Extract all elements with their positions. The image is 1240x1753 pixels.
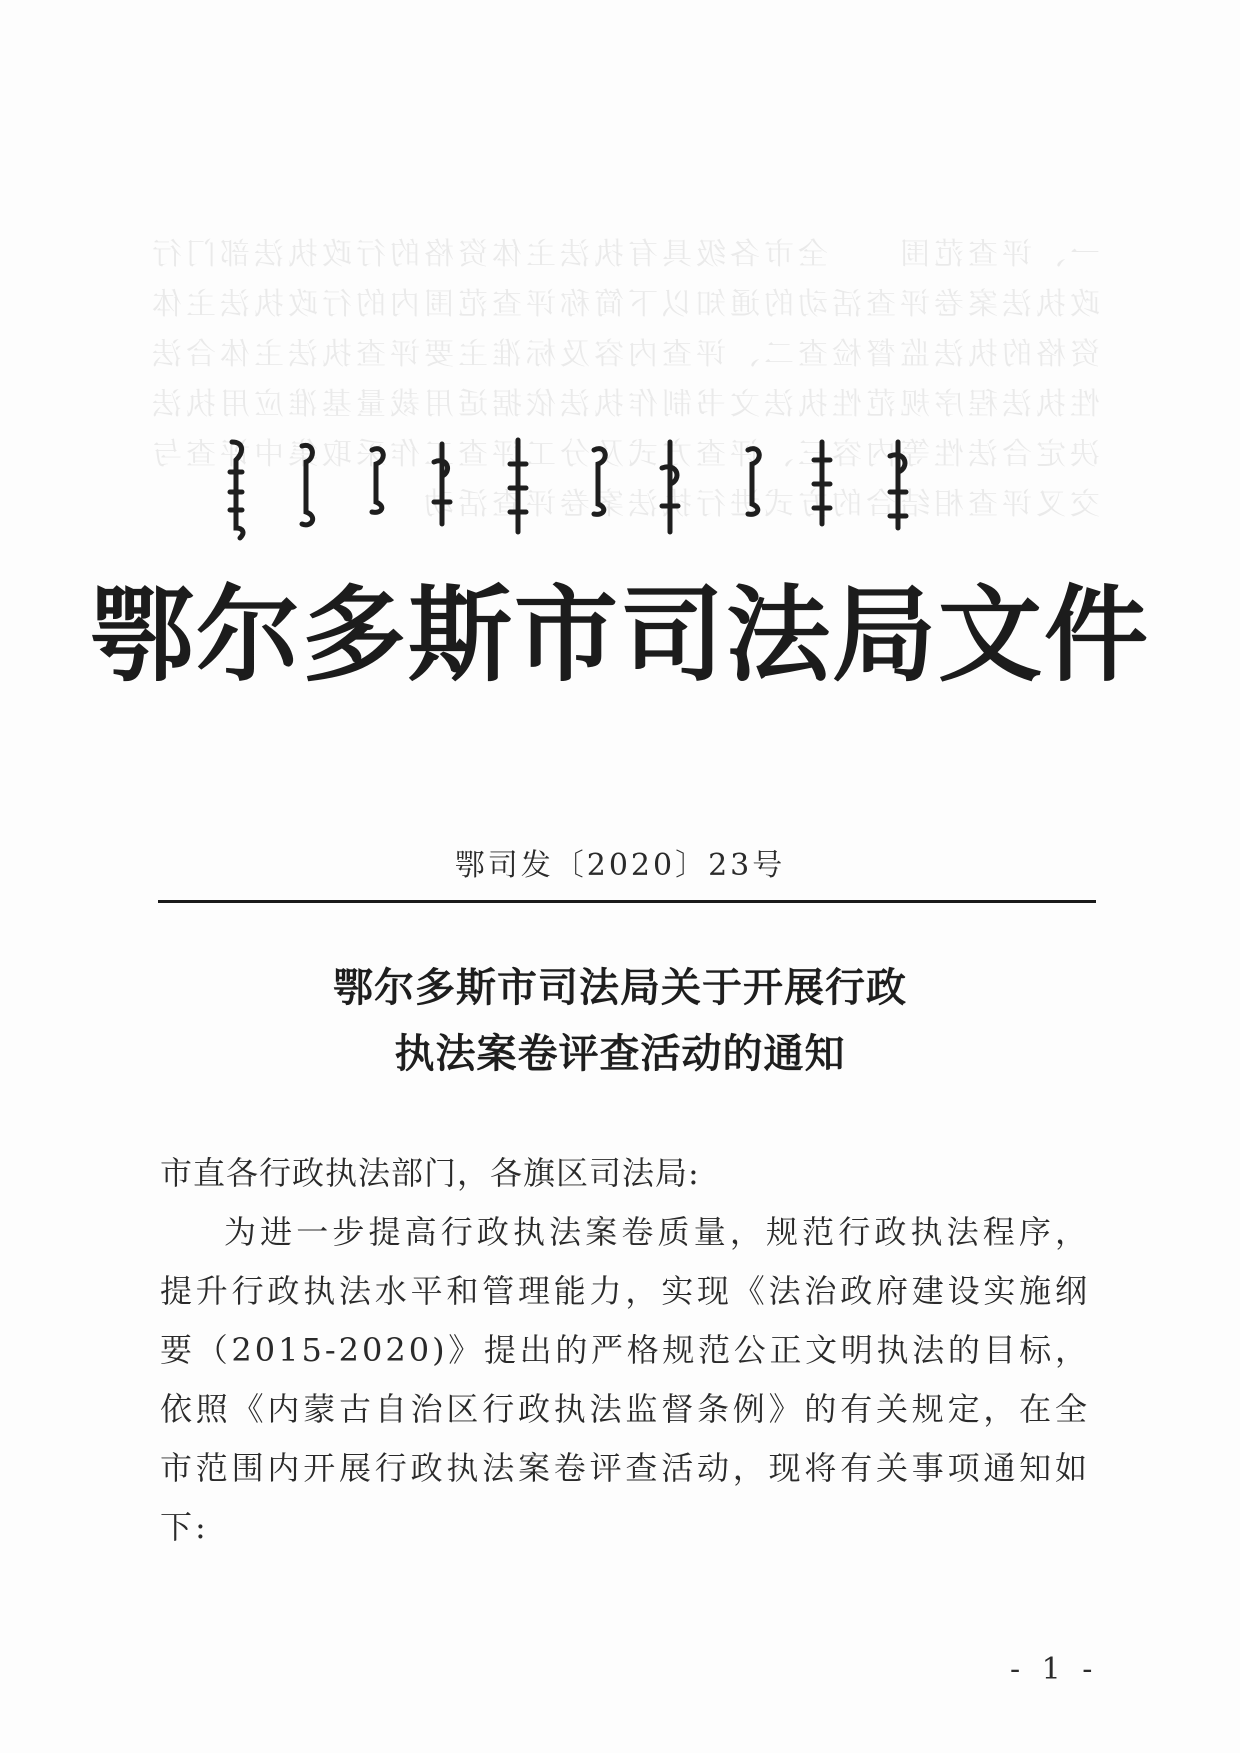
mongolian-script-header: [222, 432, 1022, 542]
reverse-side-show-through: 一、评查范围 全市各级具有执法主体资格的行政执法部门行政执法案卷评查活动的通知以下简称评查范围内的行政执法主体资格的执法监督检查二、评查内容及标准主要评查执法主体合法性执法程序规范性执法文书制作执法依据适用裁量基准应用执法决定合法性等内容三、评查方式及分工评查工作采取集中评查与交叉评查相结合的方式进行执法案卷评查活动: [148, 237, 1100, 522]
title-line-1: 鄂尔多斯市司法局关于开展行政: [333, 964, 907, 1011]
mongolian-script-glyphs: [222, 432, 1022, 542]
document-masthead: 鄂尔多斯市司法局文件: [89, 574, 1150, 696]
body-paragraph: 为进一步提高行政执法案卷质量，规范行政执法程序，提升行政执法水平和管理能力，实现《法治政府建设实施纲要（2015-2020)》提出的严格规范公正文明执法的目标，依照《内蒙古自治区行政执法监督条例》的有关规定，在全市范围内开展行政执法案卷评查活动，现将有关事项通知如下:: [160, 1213, 1090, 1546]
salutation: 市直各行政执法部门，各旗区司法局:: [160, 1154, 700, 1192]
document-title: [0, 955, 1240, 1087]
header-divider-rule: [158, 900, 1096, 903]
page-number: - 1 -: [1010, 1652, 1099, 1687]
document-number: 鄂司发〔2020〕23号: [454, 848, 786, 883]
title-line-2: 执法案卷评查活动的通知: [394, 1030, 846, 1077]
